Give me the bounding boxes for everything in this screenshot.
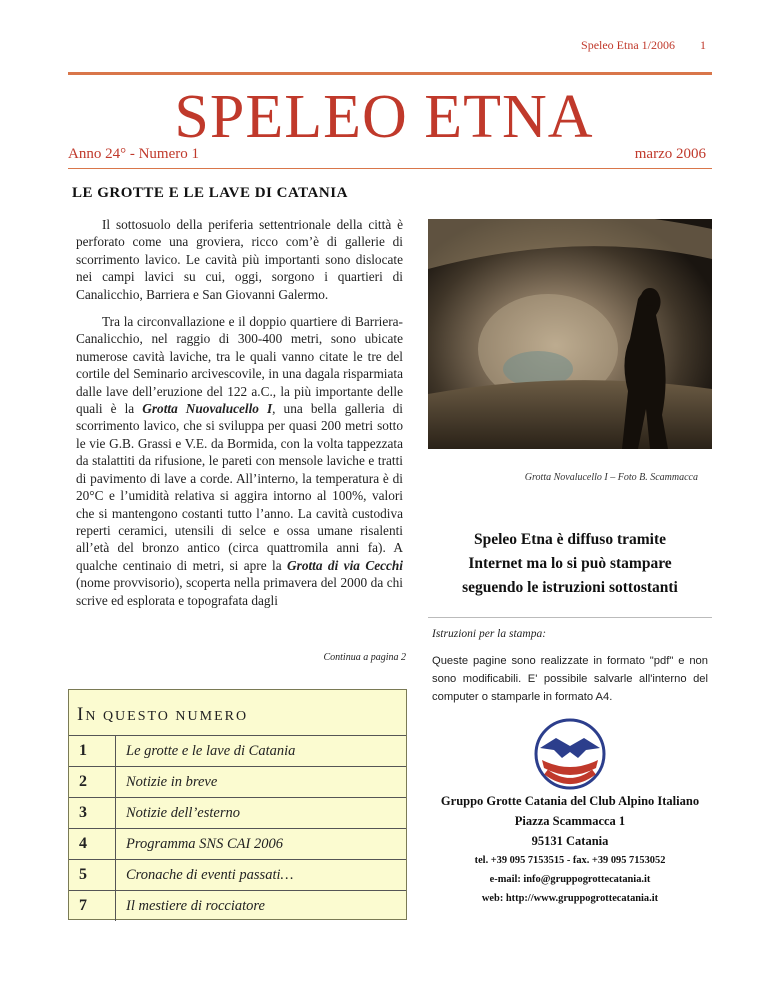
running-title: Speleo Etna 1/2006 xyxy=(581,38,675,52)
toc-item[interactable] xyxy=(69,766,406,797)
distribution-line-1: Speleo Etna è diffuso tramite xyxy=(473,531,666,548)
toc-page: 5 xyxy=(69,860,116,890)
instructions-text: Queste pagine sono realizzate in formato "pdf" e non sono modificabili. E' possibile salvarle all'interno del computer o stamparle in formato A4. xyxy=(432,655,708,703)
cave-photo xyxy=(428,219,712,449)
masthead-title: SPELEO ETNA xyxy=(174,83,594,151)
paragraph-text: , una bella galleria di scorrimento lavico, che si sviluppa per quasi 200 metri sotto le vie G.B. Grassi e V.E. da Bormida, con la volta tappezzata da stalattiti da rifusione, le pareti con mensole laviche e tratti di pavimento di lave a corde. All’interno, la temperatura è di 20°C e l’umidità relativa si aggira intorno al 100%, valori che si mantengono costanti tutto l’anno. La cavità custodiva reperti ceramici, utensili di selce e ossa umane risalenti all’età del bronzo antico (circa quattromila anni fa). A qualche centinaio di metri, si apre la xyxy=(76,401,403,573)
organization-contacts xyxy=(428,791,712,908)
toc-page: 1 xyxy=(69,736,116,766)
toc-label: Notizie in breve xyxy=(126,773,218,790)
article-paragraph-2 xyxy=(76,313,403,609)
photo-caption: Grotta Novalucello I – Foto B. Scammacca xyxy=(524,472,698,483)
toc-item[interactable] xyxy=(69,828,406,859)
toc-label: Notizie dell’esterno xyxy=(126,804,240,821)
toc-item[interactable] xyxy=(69,797,406,828)
toc-page: 7 xyxy=(69,891,116,921)
toc-item[interactable] xyxy=(69,890,406,921)
paragraph-text: Tra la circonvallazione e il doppio quartiere di Barriera-Canalicchio, nel raggio di 300-400 metri, sono ubicate numerose cavità laviche, tra le quali vanno citate le tre del cortile del Seminario arcivescovile, in una dagala risparmiata dalle lave dell’eruzione del 122 a.C., la più importante delle quali è la xyxy=(76,314,403,417)
cave-name-2: Grotta di via Cecchi xyxy=(287,557,404,573)
club-logo-emblem xyxy=(520,712,620,792)
toc-item[interactable] xyxy=(69,859,406,890)
header-divider xyxy=(68,168,712,169)
toc-heading xyxy=(69,690,406,735)
toc-label: Cronache di eventi passati… xyxy=(126,866,294,883)
table-of-contents xyxy=(68,689,407,920)
running-header xyxy=(581,38,706,53)
article-body xyxy=(76,216,403,619)
instructions-title: Istruzioni per la stampa: xyxy=(432,628,547,640)
org-address: Piazza Scammacca 1 xyxy=(514,814,626,828)
article-paragraph-1: Il sottosuolo della periferia settentrionale della città è perforato come una groviera, ricco com’è di gallerie di scorrimento lavico. Le cavità più importanti sono dislocate nei campi lavici su cui, oggi, sorgono i quartieri di Canalicchio, Barriera e San Giovanni Galermo. xyxy=(76,217,403,302)
toc-item[interactable] xyxy=(69,735,406,766)
distribution-line-3: seguendo le istruzioni sottostanti xyxy=(462,579,678,596)
cave-name-1: Grotta Nuovalucello I xyxy=(142,401,273,417)
distribution-note xyxy=(428,528,712,600)
distribution-line-2: Internet ma lo si può stampare xyxy=(468,555,672,572)
instructions-divider xyxy=(428,617,712,618)
header-rule xyxy=(68,72,712,75)
paragraph-text: (nome provvisorio), scoperta nella primavera del 2000 da chi scrive ed esplorata e topografata dagli xyxy=(76,575,403,608)
toc-label: Programma SNS CAI 2006 xyxy=(126,835,283,852)
toc-heading-initial: I xyxy=(77,704,86,725)
org-name: Gruppo Grotte Catania del Club Alpino Italiano xyxy=(440,794,700,808)
org-email[interactable]: e-mail: info@gruppogrottecatania.it xyxy=(489,874,651,885)
org-phone: tel. +39 095 7153515 - fax. +39 095 7153052 xyxy=(474,855,666,866)
cave-photo-illustration xyxy=(428,219,712,449)
toc-heading-rest: N QUESTO NUMERO xyxy=(85,709,249,724)
page-number: 1 xyxy=(700,38,706,52)
continue-link[interactable]: Continua a pagina 2 xyxy=(323,652,406,663)
issue-number: Anno 24° - Numero 1 xyxy=(68,146,199,162)
toc-page: 4 xyxy=(69,829,116,859)
toc-label: Il mestiere di rocciatore xyxy=(126,897,265,914)
org-website[interactable]: web: http://www.gruppogrottecatania.it xyxy=(481,893,659,904)
toc-label: Le grotte e le lave di Catania xyxy=(126,742,296,759)
issue-date: marzo 2006 xyxy=(634,146,706,162)
club-logo xyxy=(520,712,620,792)
article-title: LE GROTTE E LE LAVE DI CATANIA xyxy=(72,185,348,201)
org-city: 95131 Catania xyxy=(531,834,609,848)
toc-page: 3 xyxy=(69,798,116,828)
toc-page: 2 xyxy=(69,767,116,797)
